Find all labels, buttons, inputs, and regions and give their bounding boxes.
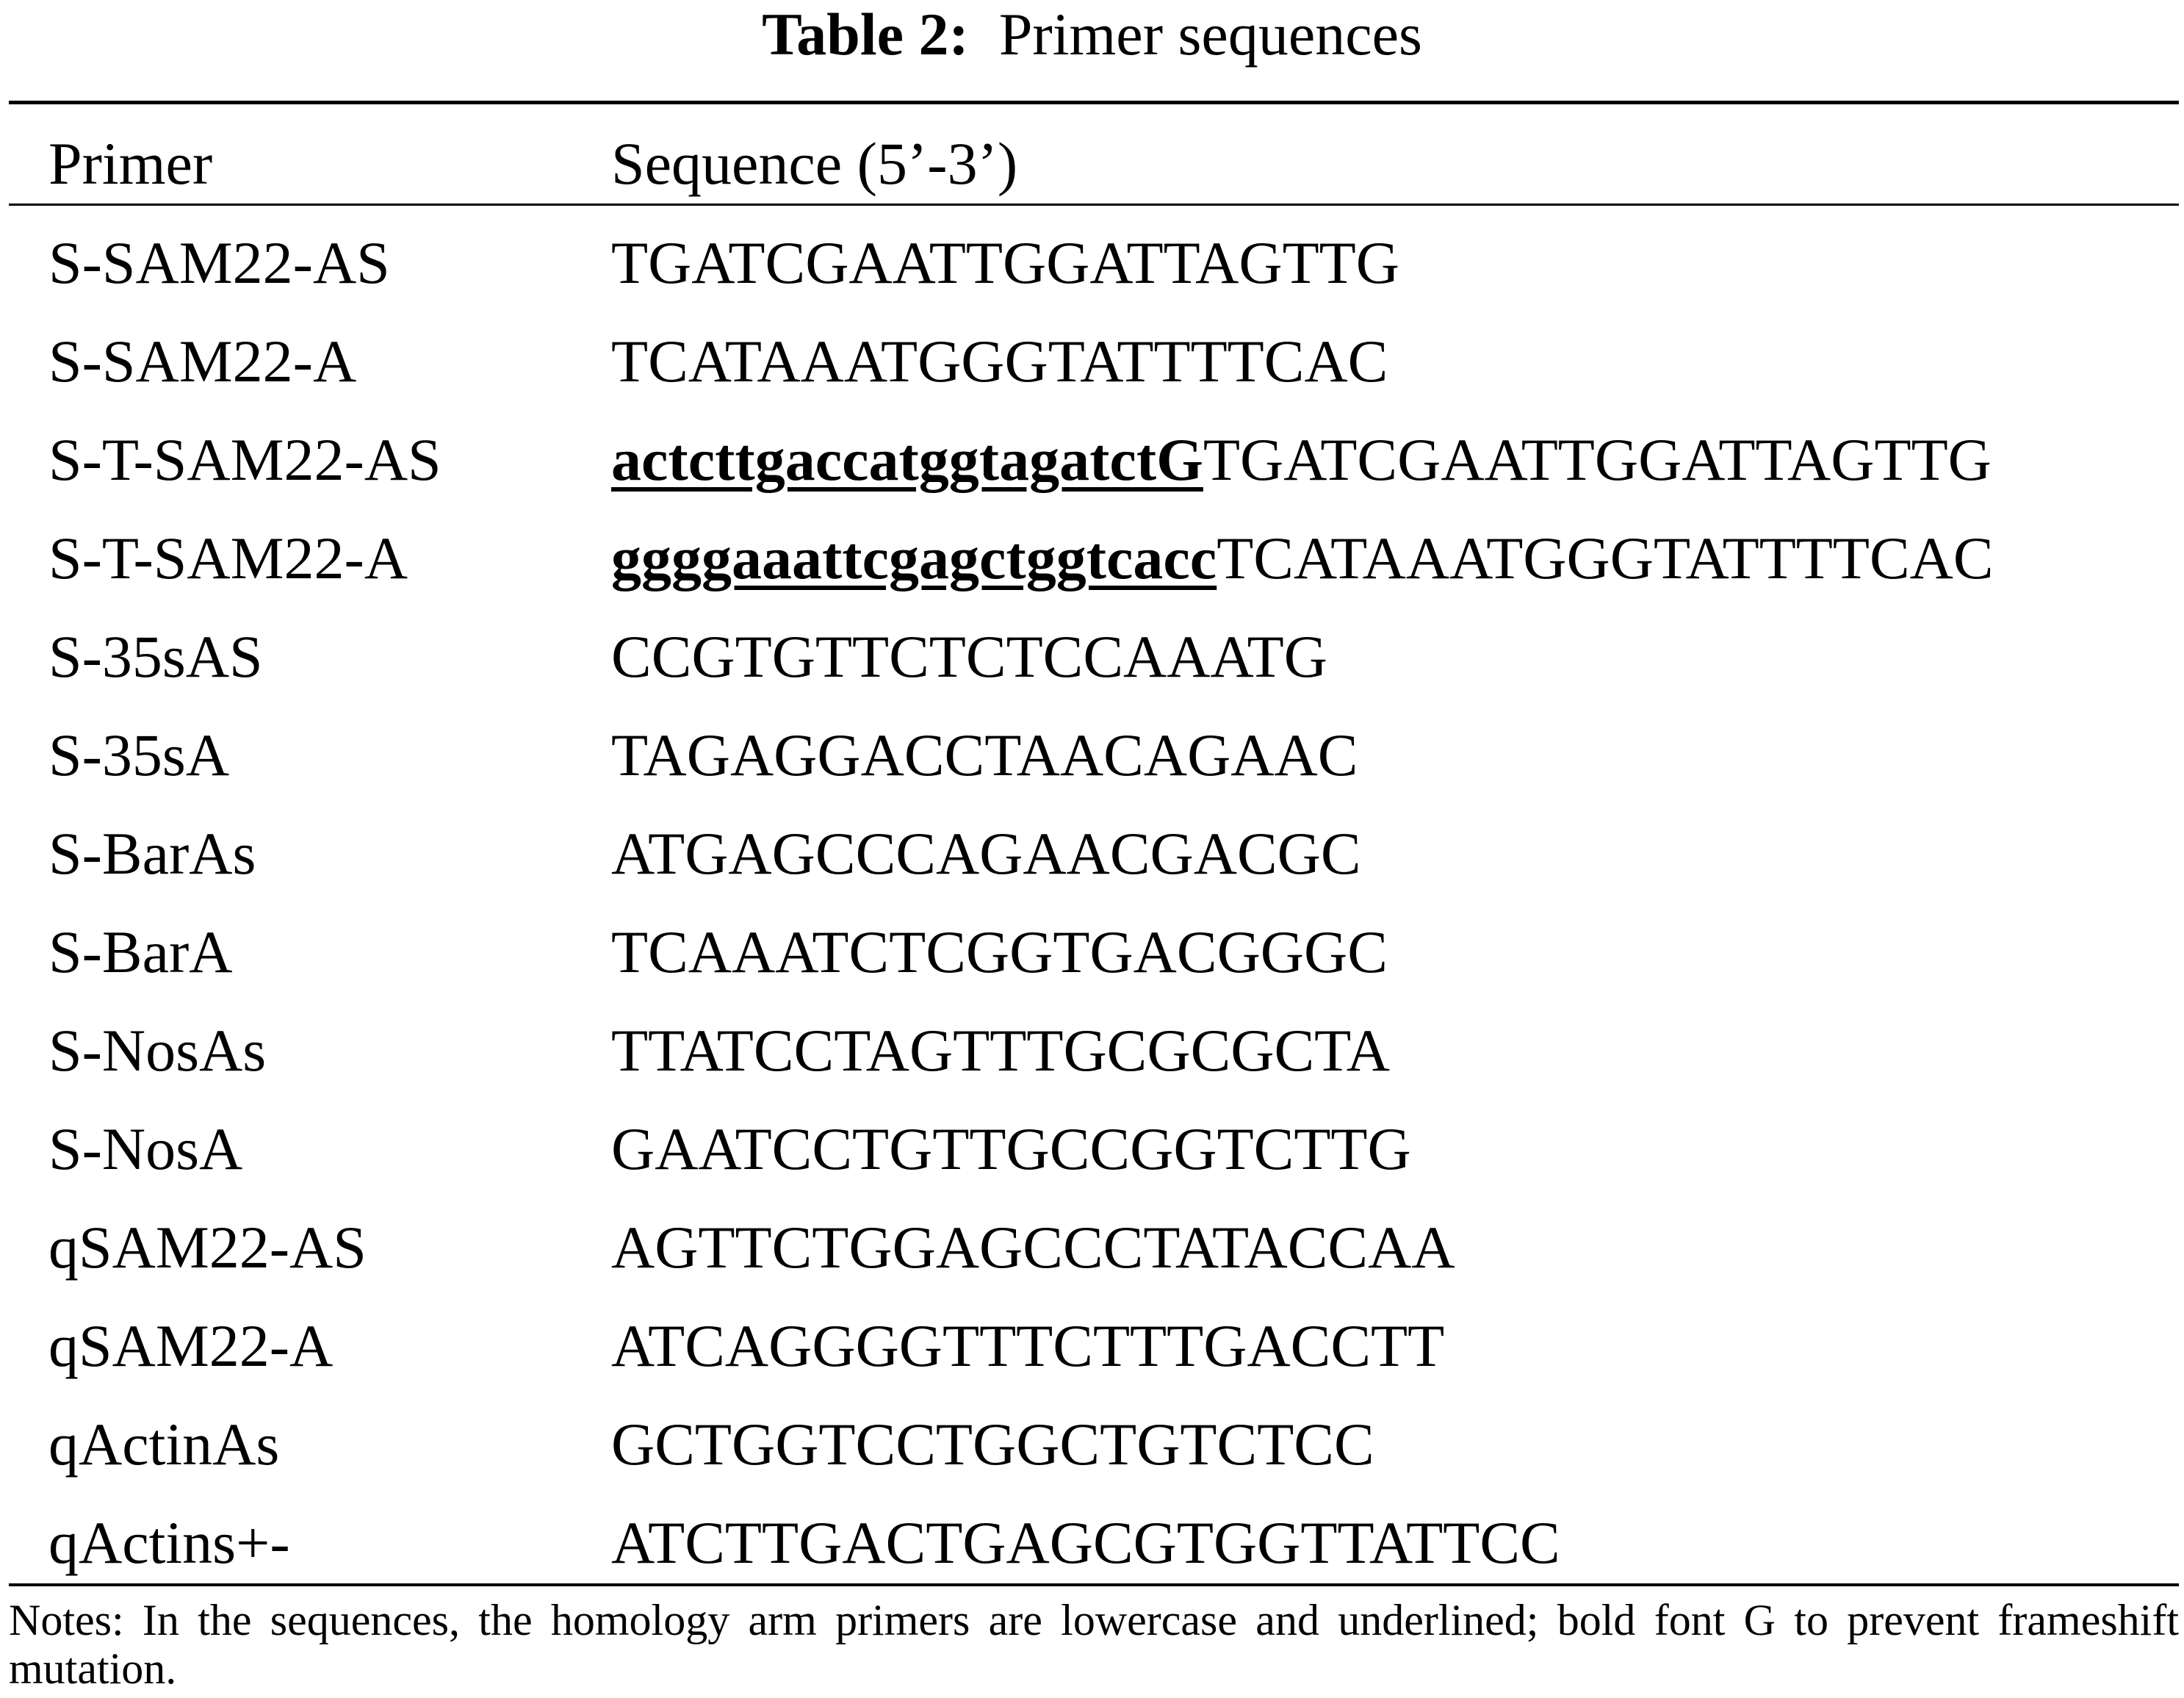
sequence-core: CCGTGTTCTCTCCAAATG — [611, 623, 1327, 690]
sequence-core: TCATAAATGGGTATTTTCAC — [611, 328, 1388, 395]
sequence-core: TGATCGAATTGGATTAGTTG — [611, 229, 1399, 296]
primer-sequence — [611, 426, 1992, 493]
sequence-core: TGATCGAATTGGATTAGTTG — [1203, 426, 1992, 493]
sequence-core: ATGAGCCCAGAACGACGC — [611, 820, 1361, 887]
sequence-core: TCAAATCTCGGTGACGGGC — [611, 918, 1388, 985]
table-notes: Notes: In the sequences, the homology arm primers are lowercase and underlined; bold font G to prevent frameshift mutation. — [9, 1596, 2179, 1693]
primer-sequence — [611, 820, 1361, 887]
primer-name: S-T-SAM22-AS — [48, 426, 442, 493]
homology-arm: actcttgaccatggtagatctG — [611, 426, 1203, 493]
table-caption-label: Table 2: — [762, 1, 969, 68]
sequence-core: TCATAAATGGGTATTTTCAC — [1217, 525, 1994, 591]
primer-sequence — [611, 1017, 1390, 1084]
table-bottom-rule — [9, 1583, 2179, 1586]
sequence-core: GAATCCTGTTGCCGGTCTTG — [611, 1115, 1411, 1182]
primer-sequence — [611, 1115, 1411, 1182]
table-caption — [0, 1, 2184, 68]
sequence-core: TAGAGGACCTAACAGAAC — [611, 722, 1358, 788]
primer-sequence — [611, 1411, 1374, 1478]
primer-sequence — [611, 623, 1327, 690]
primer-sequence — [611, 918, 1388, 985]
primer-name: S-35sA — [48, 722, 230, 788]
primer-sequence — [611, 229, 1399, 296]
table-top-rule — [9, 101, 2179, 104]
primer-sequence — [611, 328, 1388, 395]
primer-name: S-BarA — [48, 918, 233, 985]
primer-sequence — [611, 1214, 1455, 1281]
sequence-core: AGTTCTGGAGCCCTATACCAA — [611, 1214, 1455, 1281]
primer-sequence — [611, 1509, 1560, 1576]
sequence-core: ATCTTGACTGAGCGTGGTTATTCC — [611, 1509, 1560, 1576]
sequence-core: TTATCCTAGTTTGCGCGCTA — [611, 1017, 1390, 1084]
primer-name: S-NosA — [48, 1115, 243, 1182]
primer-sequence — [611, 1312, 1445, 1379]
homology-arm: ggggaaattcgagctggtcacc — [611, 525, 1217, 591]
primer-name: S-SAM22-AS — [48, 229, 390, 296]
table-caption-title: Primer sequences — [998, 1, 1422, 68]
table-header-rule — [9, 204, 2179, 206]
sequence-core: GCTGGTCCTGGCTGTCTCC — [611, 1411, 1374, 1478]
primer-name: S-BarAs — [48, 820, 256, 887]
primer-name: qSAM22-A — [48, 1312, 334, 1379]
primer-name: qActinAs — [48, 1411, 280, 1478]
primer-sequence — [611, 525, 1994, 591]
header-primer: Primer — [48, 130, 213, 197]
primer-name: S-T-SAM22-A — [48, 525, 408, 591]
primer-name: S-35sAS — [48, 623, 263, 690]
primer-sequence — [611, 722, 1358, 788]
primer-name: S-SAM22-A — [48, 328, 357, 395]
primer-name: qActins+- — [48, 1509, 290, 1576]
primer-name: qSAM22-AS — [48, 1214, 367, 1281]
header-sequence: Sequence (5’-3’) — [611, 130, 1018, 197]
sequence-core: ATCAGGGGTTTCTTTGACCTT — [611, 1312, 1445, 1379]
primer-name: S-NosAs — [48, 1017, 267, 1084]
